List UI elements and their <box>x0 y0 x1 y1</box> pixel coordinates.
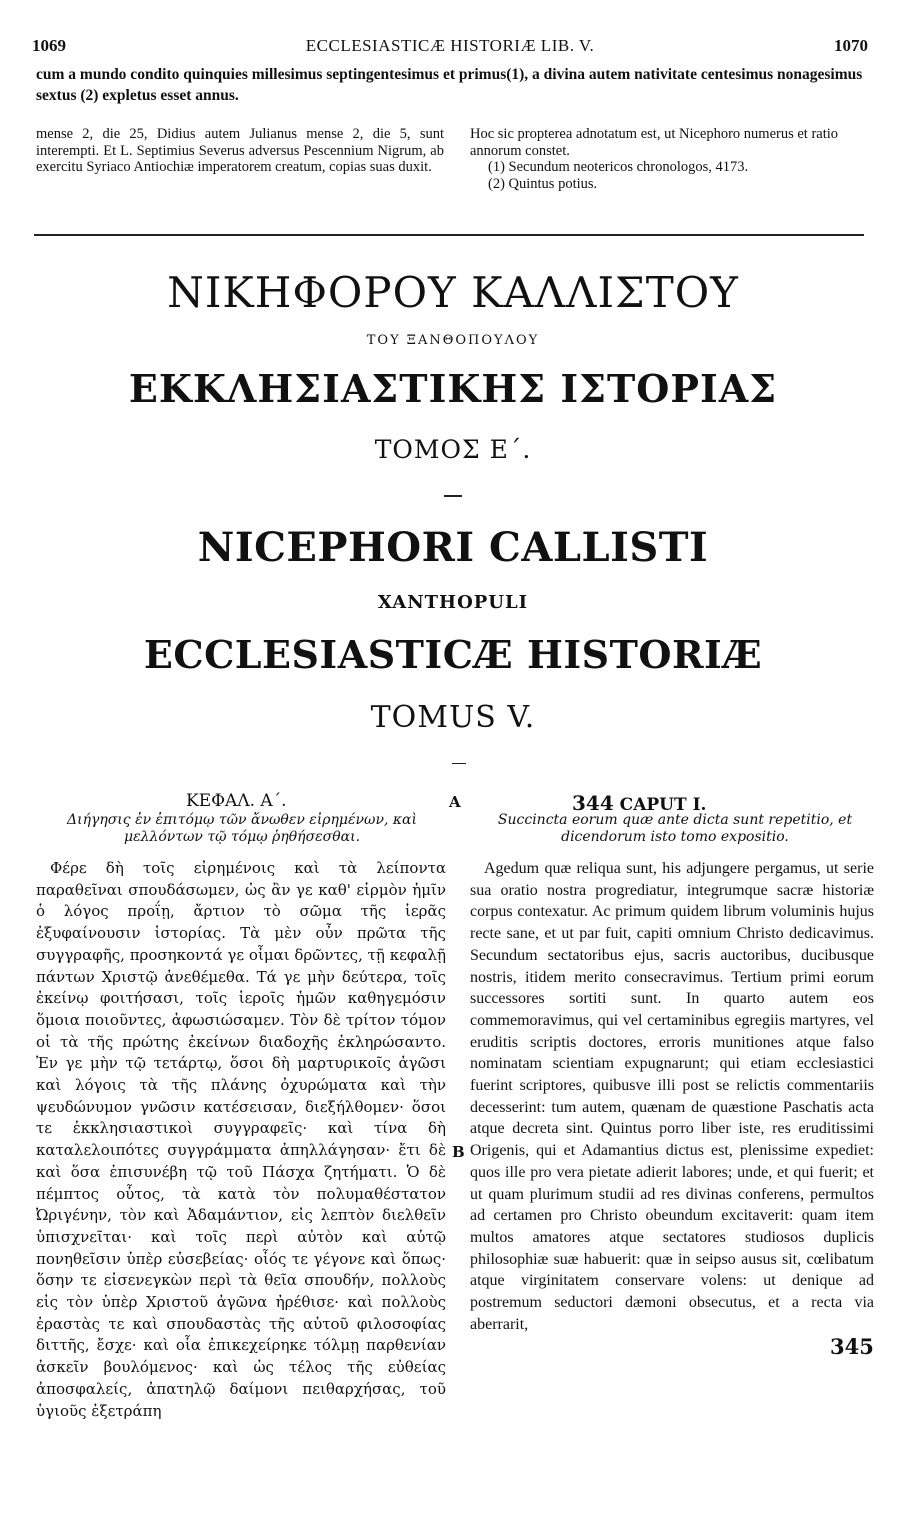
greek-work-title: ΕΚΚΛΗΣΙΑΣΤΙΚΗΣ ΙΣΤΟΡΙΑΣ <box>128 366 778 411</box>
latin-chapter-summary: Succincta eorum quæ ante dicta sunt repetitio, et dicendorum isto tomo expositio. <box>497 812 853 845</box>
notes-left: mense 2, die 25, Didius autem Julianus mense 2, die 5, sunt interempti. Et L. Septimius Severus adversus Pescennium Nigrum, ab exercitu Syriaco Antiochiæ imperatorem creatum, copias suas duxit. <box>36 126 444 175</box>
section-rule <box>34 234 864 236</box>
footnote-2: (2) Quintus potius. <box>488 175 598 192</box>
notes-right <box>470 126 870 192</box>
title-divider <box>444 495 462 497</box>
latin-surname: XANTHOPULI <box>377 592 529 613</box>
columns-divider <box>452 763 466 764</box>
greek-text-column <box>36 858 446 1422</box>
page-number-left: 1069 <box>32 36 66 55</box>
intro-paragraph: cum a mundo condito quinquies millesimus septingentesimus et primus(1), a divina autem nativitate centesimus nonagesimus sextus (2) expletus esset annus. <box>36 66 863 104</box>
footnote-1: (1) Secundum neotericos chronologos, 4173. <box>488 159 749 175</box>
note-text: Hoc sic propterea adnotatum est, ut Nicephoro numerus et ratio annorum constet. <box>470 126 839 159</box>
latin-author-title: NICEPHORI CALLISTI <box>197 524 709 571</box>
column-number: 344 <box>572 791 614 815</box>
page-number-right: 1070 <box>834 36 868 55</box>
margin-letter-b: B <box>452 1143 465 1161</box>
greek-surname: ΤΟΥ ΞΑΝΘΟΠΟΥΛΟΥ <box>366 333 540 348</box>
greek-author-title: ΝΙΚΗΦΟΡΟΥ ΚΑΛΛΙΣΤΟΥ <box>167 268 739 317</box>
latin-chapter-label: CAPUT I. <box>619 795 707 815</box>
latin-tome: TOMUS V. <box>370 700 536 735</box>
running-title: ECCLESIASTICÆ HISTORIÆ LIB. V. <box>305 36 595 55</box>
margin-letter-a: A <box>449 793 461 811</box>
latin-work-title: ECCLESIASTICÆ HISTORIÆ <box>143 632 763 677</box>
column-number-345: 345 <box>830 1334 874 1359</box>
latin-paragraph: Agedum quæ reliqua sunt, his adjungere pergamus, ut serie sua oratio nostra progrediatur, integrumque sacræ historiæ corpus contexatur. Ac primum quidem librum voluminis hujus recte sane, et ut par fuit, capiti omnium Christo dedicavimus. Secundum sectatoribus ejus, sacris auctoribus, ducibusque nostris, itidem merito consecravimus. Tertium primi eorum successores sortiti sunt. In quarto autem eos commemoravimus, qui vel certaminibus egregiis martyres, vel eruditis scriptis doctores, erroris munitiones atque falso nominatam scientiam expugnarunt; qui etiam ecclesiastici fuerint scriptores, quibusve illi post se relictis commentariis decesserint: tum autem, quænam de quæstione Paschatis acta atque decreta sint. Quintus porro liber iste, res eruditissimi Origenis, qui et Adamantius dictus est, plenissime expediet: quos ille pro vera pietate adierit labores; unde, et qui fuerit; et ut quam plurimum studii ad res divinas conferens, permultos ad certamen pro Christo obeundum excitaverit: quam item multos amatores atque sectatores studiosos duplicis philosophiæ suæ habuerit: quæ in seipso ausus sit, cœlibatum atque virginitatem conservare volens: ut denique ad postremum seductori dæmoni obsecutus, et a recta via aberrarit, <box>470 860 874 1333</box>
latin-text-column <box>470 858 874 1335</box>
running-header <box>32 36 868 56</box>
greek-chapter-heading: ΚΕΦΑΛ. Α΄. <box>186 791 287 811</box>
greek-tome: ΤΟΜΟΣ Ε΄. <box>374 435 532 464</box>
greek-paragraph: Φέρε δὴ τοῖς εἰρημένοις καὶ τὰ λείποντα παραθεῖναι σπουδάσωμεν, ὡς ἂν γε καθ' εἱρμὸν ἡμῖν ὁ λόγος προΐῃ, ἄρτιον τὸ σῶμα τῆς ἱερᾶς ἐξυφαίνουσιν ἱστορίας. Τὰ μὲν οὖν πρῶτα τῆς συγγραφῆς, προσηκοντά γε οἶμαι δρῶντες, τῇ κεφαλῇ πάντων Χριστῷ ἀνεθέμεθα. Τά γε μὴν δεύτερα, τοῖς ἐκείνῳ φοιτήσασι, τοῖς ἱεροῖς ἡμῶν καθηγεμόσιν ὅμοια ποιοῦντες, ἀφωσιώσαμεν. Τὸν δὲ τρίτον τόμον οἱ τὰ τῆς πρώτης ἐκείνων διαδοχῆς ἐκληρώσαντο. Ἐν γε μὴν τῷ τετάρτῳ, ὅσοι δὴ μαρτυρικοῖς ἀγῶσι καὶ λόγοις τὰ τῆς πλάνης ὀχυρώματα καὶ τὴν ψευδώνυμον γνῶσιν κατέσεισαν, διεξήλθομεν· ὅσοι τε ἐκκλησιαστικοὶ συγγραφεῖς· καὶ τίνα δὴ καταλελοιπότες συγγράμματα ἀπηλλάγησαν· ἔτι δὲ καὶ ὅσα ἐπισυνέβη τῷ τοῦ Πάσχα ζητήματι. Ὁ δὲ πέμπτος οὗτος, τὰ κατὰ τὸν πολυμαθέστατον Ὠριγένην, τὸν καὶ Ἀδαμάντιον, εἰς λεπτὸν διελθεῖν ὑπισχνεῖται· καὶ τοῖς περὶ αὐτὸν καὶ αὐτῷ πονηθεῖσιν ὑπὲρ εὐσεβείας· οἷός τε γέγονε καὶ ὅπως· ὅσην τε εἰσενεγκὼν περὶ τὰ θεῖα σπουδήν, πολλοὺς εἰς τὸν ὑπὲρ Χριστοῦ ἀγῶνα ἠρέθισε· καὶ πολλοὺς ἐραστὰς τε καὶ σπουδαστὰς τῆς αὐτοῦ φιλοσοφίας διττῆς, ἔσχε· καὶ οἷα ἐπικεχείρηκε τόλμῃ παρθενίαν ἀσκεῖν βουλόμενος· καὶ ὡς τέλος τῆς εὐθείας ἀποσφαλείς, ἀπατηλῷ δαίμονι πειθαρχήσας, τοῦ ὑγιοῦς ἐξετράπη <box>36 859 446 1420</box>
greek-chapter-summary: Διήγησις ἐν ἐπιτόμῳ τῶν ἄνωθεν εἰρημένων, καὶ μελλόντων τῷ τόμῳ ῥηθήσεσθαι. <box>67 812 417 845</box>
